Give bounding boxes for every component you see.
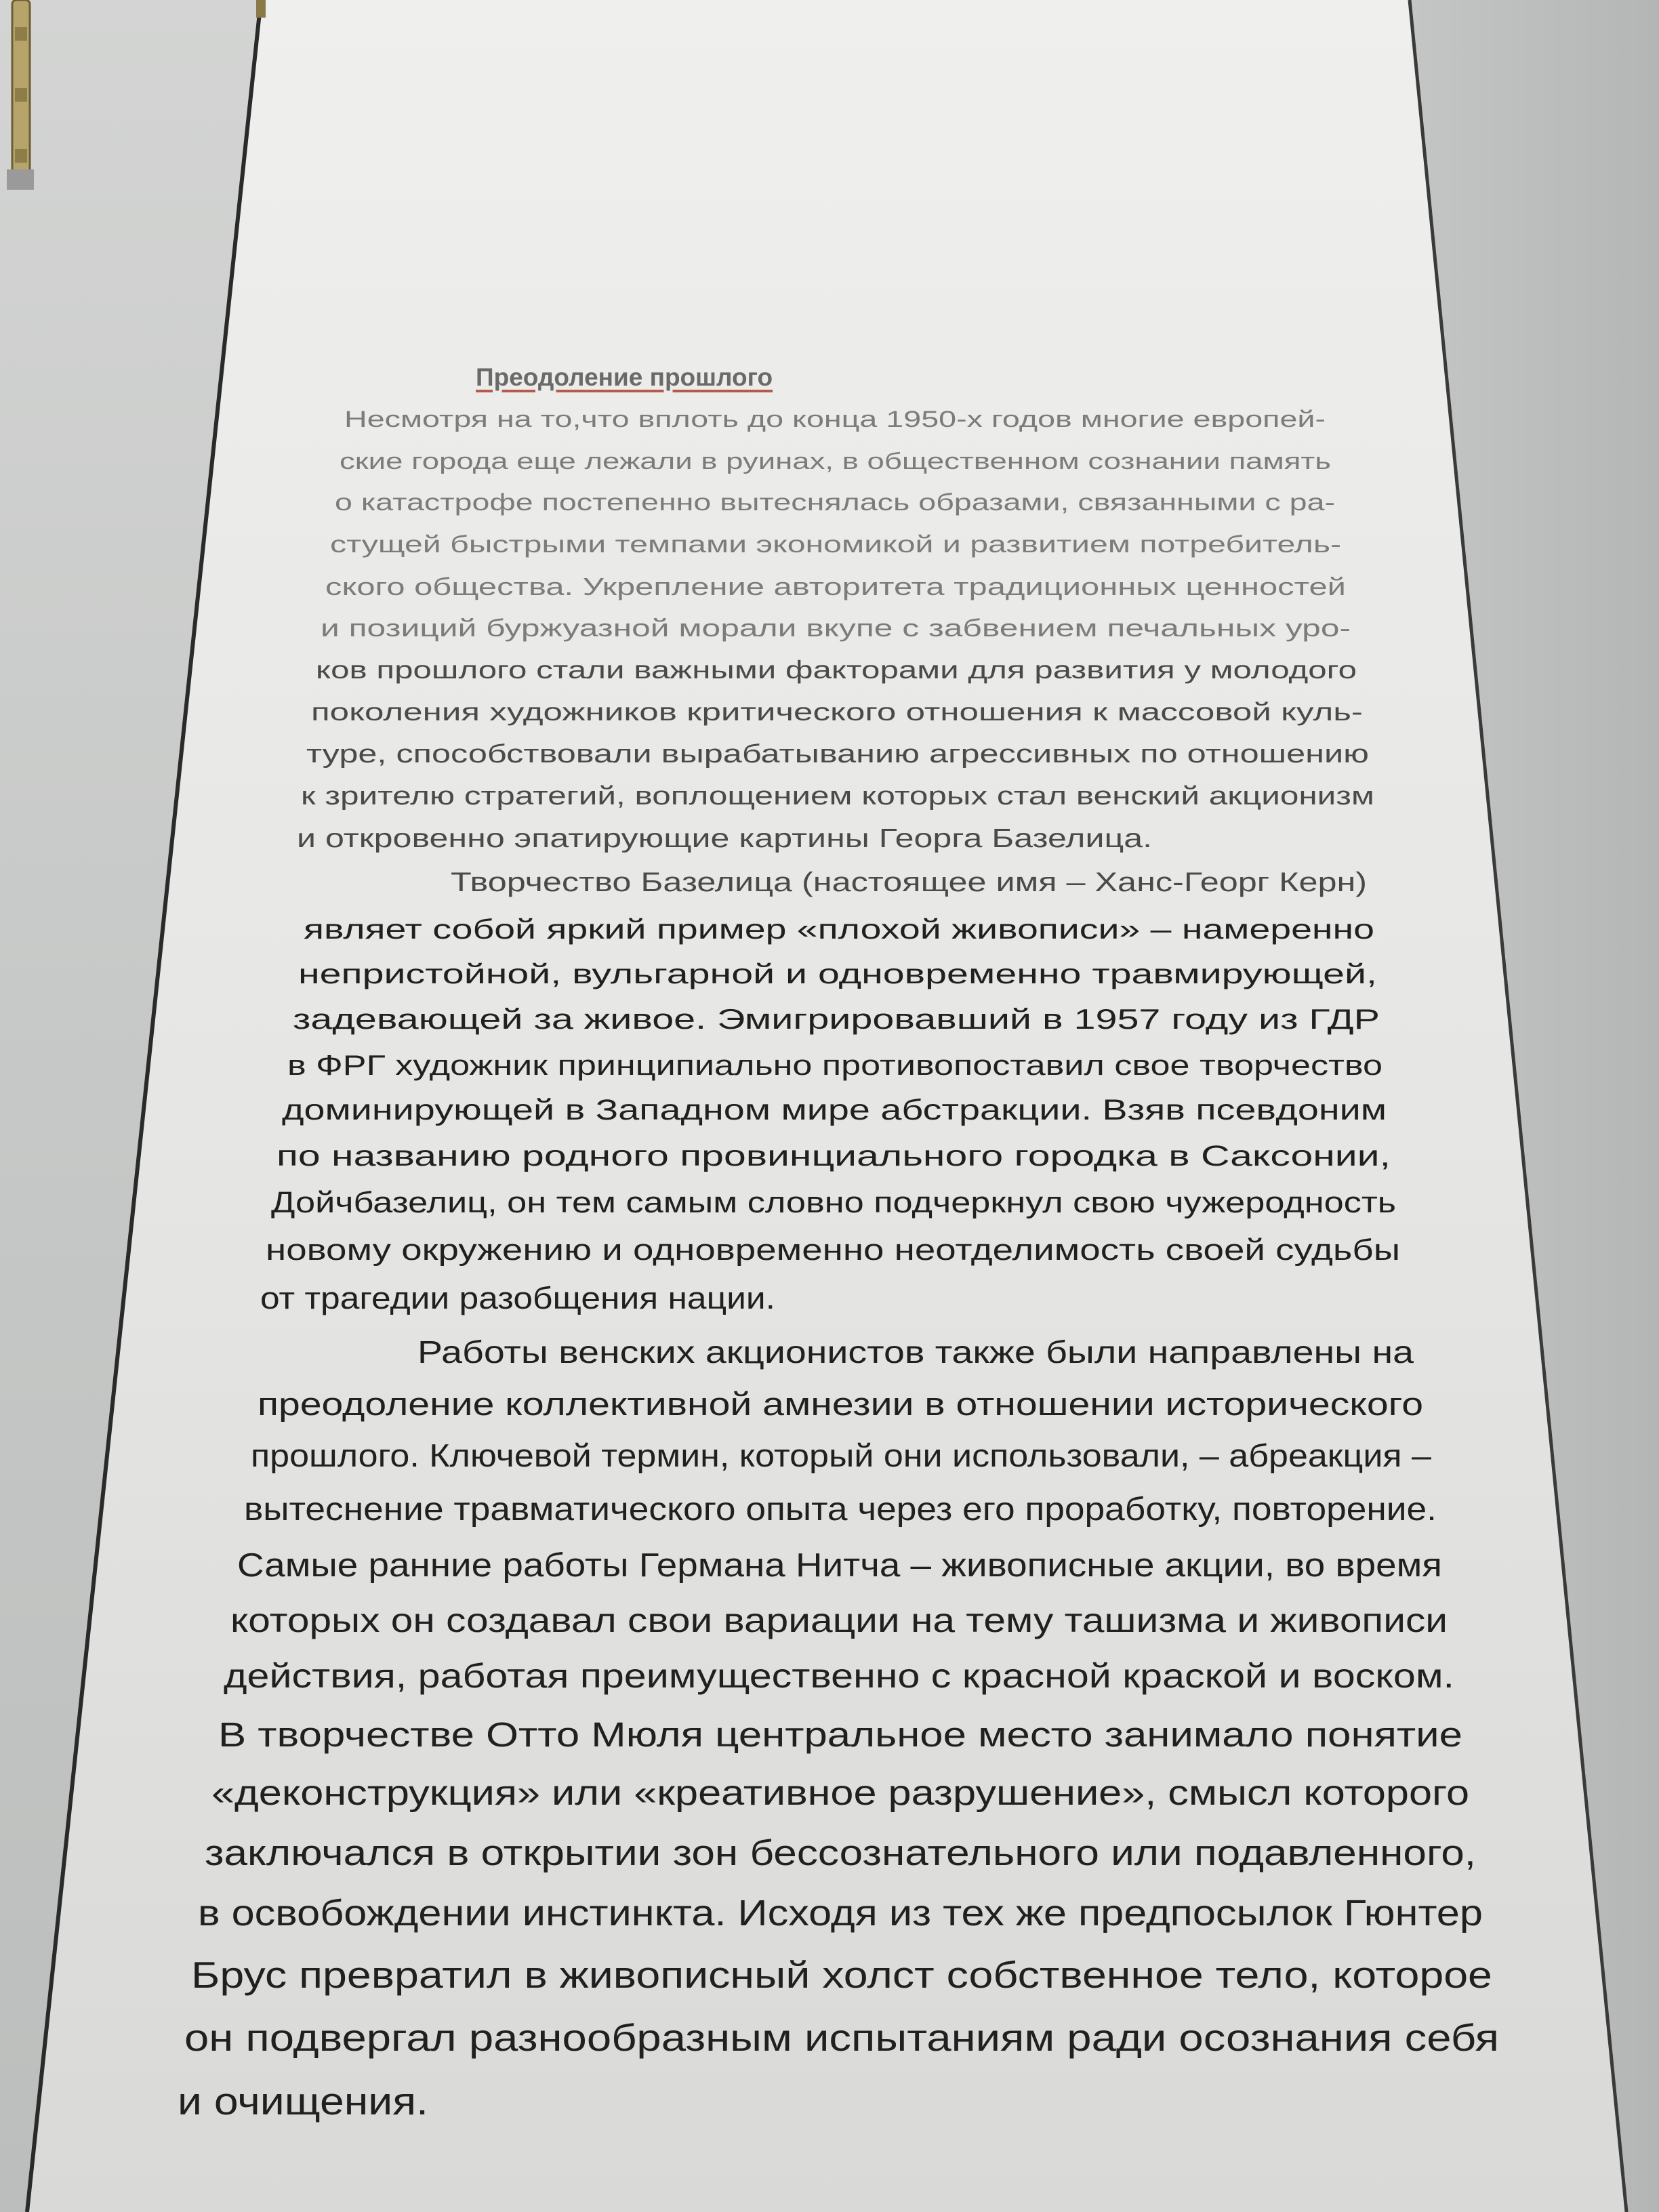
paragraph1-line: ского общества. Укрепление авторитета традиционных ценностей <box>325 573 1346 600</box>
paragraph2-line: Творчество Базелица (настоящее имя – Ханс-Георг Керн) <box>451 867 1368 897</box>
paragraph2-line: Дойчбазелиц, он тем самым словно подчеркнул свою чужеродность <box>271 1186 1397 1219</box>
paragraph2-line: задевающей за живое. Эмигрировавший в 1957 году из ГДР <box>293 1003 1380 1035</box>
paragraph3-line: «деконструкция» или «креативное разрушение», смысл которого <box>211 1774 1470 1813</box>
paragraph1-line: Несмотря на то,что вплоть до конца 1950-х годов многие европей- <box>344 407 1326 432</box>
paragraph2-line: в ФРГ художник принципиально противопоставил свое творчество <box>287 1049 1383 1081</box>
paragraph3-line: Брус превратил в живописный холст собственное тело, которое <box>191 1954 1492 1996</box>
paragraph1-line: о катастрофе постепенно вытеснялась образами, связанными с ра- <box>335 489 1336 516</box>
paragraph3-line: которых он создавал свои вариации на тему ташизма и живописи <box>230 1601 1448 1639</box>
paragraph1-line: к зрителю стратегий, воплощением которых стал венский акционизм <box>301 782 1374 811</box>
paragraph1-line: ские города еще лежали в руинах, в общественном сознании память <box>340 449 1331 474</box>
paragraph1-line: и откровенно эпатирующие картины Георга Базелица. <box>297 824 1153 853</box>
paragraph1-line: туре, способствовали вырабатыванию агрессивных по отношению <box>306 740 1369 769</box>
paragraph3-line: заключался в открытии зон бессознательного или подавленного, <box>205 1833 1477 1873</box>
paragraph3-line: действия, работая преимущественно с красной краской и воском. <box>224 1657 1454 1695</box>
paragraph3-line: в освобождении инстинкта. Исходя из тех же предпосылок Гюнтер <box>198 1893 1483 1933</box>
paragraph1-line: стущей быстрыми темпами экономикой и развитием потребитель- <box>330 531 1342 558</box>
paragraph2-line: от трагедии разобщения нации. <box>260 1281 775 1315</box>
paragraph3-line: преодоление коллективной амнезии в отношении исторического <box>258 1386 1424 1422</box>
paragraph3-line: В творчестве Отто Мюля центральное место занимало понятие <box>218 1715 1462 1754</box>
paragraph2-line: новому окружению и одновременно неотделимость своей судьбы <box>266 1233 1401 1267</box>
page-title: Преодоление прошлого <box>476 363 773 391</box>
paragraph1-line: поколения художников критического отношения к массовой куль- <box>311 698 1363 726</box>
paragraph3-line: он подвергал разнообразным испытаниям ради осознания себя <box>184 2016 1500 2059</box>
paragraph2-line: непристойной, вульгарной и одновременно травмирующей, <box>298 958 1377 989</box>
paragraph3-line: и очищения. <box>178 2080 429 2123</box>
paragraph1-line: ков прошлого стали важными факторами для развития у молодого <box>316 656 1357 684</box>
paragraph2-line: по названию родного провинциального городка в Саксонии, <box>276 1140 1391 1172</box>
paragraph2-line: доминирующей в Западном мире абстракции. Взяв псевдоним <box>282 1094 1387 1126</box>
paragraph3-line: Работы венских акционистов также были направлены на <box>417 1334 1414 1370</box>
paragraph3-line: вытеснение травматического опыта через его проработку, повторение. <box>244 1492 1437 1528</box>
paragraph2-line: являет собой яркий пример «плохой живописи» – намеренно <box>304 914 1374 945</box>
paragraph3-line: прошлого. Ключевой термин, который они использовали, – абреакция – <box>251 1437 1431 1473</box>
paragraph1-line: и позиций буржуазной морали вкупе с забвением печальных уро- <box>321 614 1351 642</box>
paragraph3-line: Самые ранние работы Германа Нитча – живописные акции, во время <box>237 1547 1442 1584</box>
